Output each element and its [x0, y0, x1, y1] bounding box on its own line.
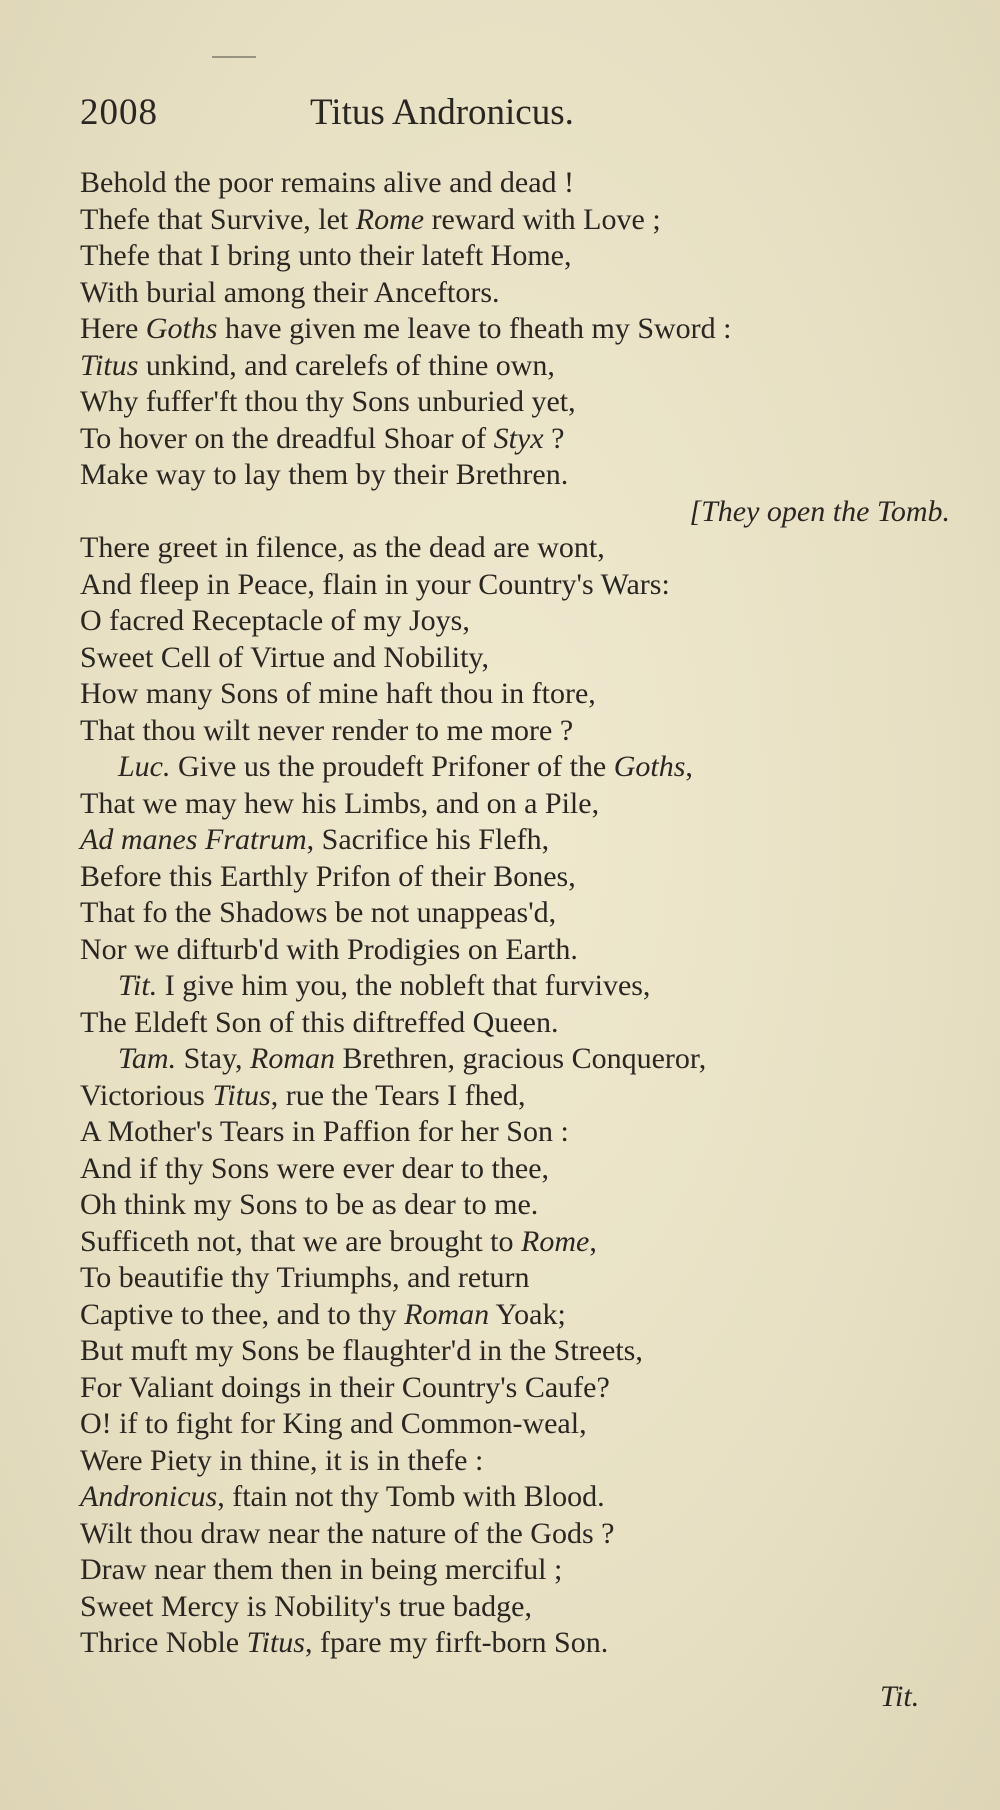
text-segment: That fo the Shadows be not unappeas'd, — [80, 896, 557, 929]
verse-line — [80, 895, 960, 932]
text-segment: Thrice Noble — [80, 1626, 247, 1659]
verse-line — [80, 1479, 960, 1516]
verse-line — [80, 1260, 960, 1297]
catchword: Tit. — [880, 1680, 920, 1713]
text-segment: Sweet Mercy is Nobility's true badge, — [80, 1589, 532, 1623]
text-segment: ? — [543, 421, 565, 455]
text-segment: reward with Love ; — [424, 202, 661, 236]
text-segment: Draw near them then in being merciful ; — [80, 1553, 563, 1586]
verse-text — [80, 165, 960, 1662]
italic-segment: Roman — [250, 1042, 335, 1075]
verse-line — [80, 1151, 960, 1188]
text-segment: The Eldeft Son of this diftreffed Queen. — [80, 1005, 559, 1039]
text-segment: [They open the Tomb. — [689, 494, 950, 528]
text-segment: Brethren, gracious Conqueror, — [335, 1042, 707, 1075]
text-segment: Why fuffer'ft thou thy Sons unburied yet, — [80, 385, 576, 418]
verse-line — [80, 202, 960, 239]
italic-segment: Andronicus — [80, 1480, 218, 1513]
verse-line — [80, 1552, 960, 1589]
text-segment: Make way to lay them by their Brethren. — [80, 458, 569, 491]
italic-segment: Luc. — [118, 750, 171, 783]
text-segment: Wilt thou draw near the nature of the Gods ? — [80, 1516, 615, 1550]
text-segment: A Mother's Tears in Paffion for her Son : — [80, 1115, 569, 1148]
verse-line — [80, 786, 960, 823]
text-segment: Victorious — [80, 1078, 213, 1112]
italic-segment: Styx — [493, 421, 544, 455]
verse-line — [80, 1589, 960, 1626]
text-segment: Yoak; — [489, 1297, 566, 1331]
text-segment: , ftain not thy Tomb with Blood. — [217, 1480, 605, 1513]
text-segment: , rue the Tears I fhed, — [270, 1078, 526, 1112]
text-segment: Thefe that Survive, let — [80, 202, 356, 236]
stage-direction — [80, 494, 960, 531]
verse-line — [80, 968, 960, 1005]
verse-line — [80, 421, 960, 458]
verse-line — [80, 713, 960, 750]
verse-line — [80, 567, 960, 604]
text-segment: Thefe that I bring unto their lateft Home, — [80, 239, 572, 272]
text-segment: , fpare my firft-born Son. — [304, 1626, 609, 1659]
text-segment: For Valiant doings in their Country's Caufe? — [80, 1370, 610, 1404]
text-segment: That thou wilt never render to me more ? — [80, 713, 574, 747]
text-segment: have given me leave to fheath my Sword : — [217, 312, 732, 345]
text-segment: O facred Receptacle of my Joys, — [80, 604, 470, 637]
italic-segment: Titus — [212, 1078, 271, 1112]
text-segment: Sweet Cell of Virtue and Nobility, — [80, 640, 489, 674]
text-segment: Behold the poor remains alive and dead ! — [80, 166, 575, 199]
verse-line — [80, 676, 960, 713]
italic-segment: Goths — [145, 312, 218, 345]
verse-line — [80, 859, 960, 896]
italic-segment: Rome — [355, 202, 425, 236]
verse-line — [80, 348, 960, 385]
running-head — [80, 88, 680, 138]
text-segment: But muft my Sons be flaughter'd in the Streets, — [80, 1334, 643, 1367]
verse-line — [80, 932, 960, 969]
text-segment: , Sacrifice his Flefh, — [306, 823, 550, 856]
italic-segment: Roman — [404, 1297, 490, 1331]
verse-line — [80, 1406, 960, 1443]
italic-segment: Titus — [80, 348, 139, 382]
page-number: 2008 — [80, 92, 158, 133]
verse-line — [80, 384, 960, 421]
verse-line — [80, 749, 960, 786]
text-segment: There greet in filence, as the dead are wont, — [80, 531, 605, 564]
italic-segment: Tam. — [118, 1042, 177, 1075]
text-segment: Here — [80, 312, 146, 345]
italic-segment: Rome — [521, 1224, 590, 1258]
text-segment: Before this Earthly Prifon of their Bones, — [80, 859, 576, 893]
running-title: Titus Andronicus. — [310, 92, 574, 133]
verse-line — [80, 1005, 960, 1042]
text-segment: unkind, and carelefs of thine own, — [138, 348, 555, 382]
italic-segment: Goths — [613, 750, 686, 783]
top-ornament-rule — [212, 56, 256, 58]
verse-line — [80, 457, 960, 494]
text-segment: With burial among their Anceftors. — [80, 275, 500, 309]
verse-line — [80, 1224, 960, 1261]
text-segment: , — [685, 750, 693, 783]
text-segment: O! if to fight for King and Common-weal, — [80, 1407, 587, 1440]
verse-line — [80, 1187, 960, 1224]
verse-line — [80, 530, 960, 567]
verse-line — [80, 640, 960, 677]
verse-line — [80, 1333, 960, 1370]
italic-segment: Tit. — [118, 969, 158, 1002]
verse-line — [80, 311, 960, 348]
verse-line — [80, 1516, 960, 1553]
text-segment: Sufficeth not, that we are brought to — [80, 1224, 522, 1258]
verse-line — [80, 165, 960, 202]
verse-line — [80, 1443, 960, 1480]
verse-line — [80, 275, 960, 312]
text-segment: Nor we difturb'd with Prodigies on Earth. — [80, 932, 578, 966]
text-segment: How many Sons of mine haft thou in ftore, — [80, 677, 596, 710]
verse-line — [80, 1041, 960, 1078]
text-segment: And fleep in Peace, flain in your Country's Wars: — [80, 567, 670, 601]
text-segment: Were Piety in thine, it is in thefe : — [80, 1443, 484, 1477]
text-segment: That we may hew his Limbs, and on a Pile, — [80, 786, 600, 820]
text-segment: , — [589, 1224, 597, 1258]
italic-segment: Titus — [246, 1626, 305, 1659]
text-segment: Captive to thee, and to thy — [80, 1297, 405, 1331]
text-segment: And if thy Sons were ever dear to thee, — [80, 1151, 550, 1185]
verse-line — [80, 1370, 960, 1407]
text-segment: Oh think my Sons to be as dear to me. — [80, 1188, 539, 1221]
verse-line — [80, 1114, 960, 1151]
text-segment: I give him you, the nobleft that furvives, — [157, 969, 651, 1002]
verse-line — [80, 603, 960, 640]
verse-line — [80, 238, 960, 275]
verse-line — [80, 822, 960, 859]
italic-segment: Ad manes Fratrum — [80, 823, 307, 856]
text-segment: To hover on the dreadful Shoar of — [80, 421, 494, 455]
text-segment: Stay, — [176, 1042, 250, 1075]
text-segment: To beautifie thy Triumphs, and return — [80, 1261, 530, 1294]
verse-line — [80, 1297, 960, 1334]
verse-line — [80, 1625, 960, 1662]
verse-line — [80, 1078, 960, 1115]
text-segment: Give us the proudeft Prifoner of the — [170, 750, 614, 783]
